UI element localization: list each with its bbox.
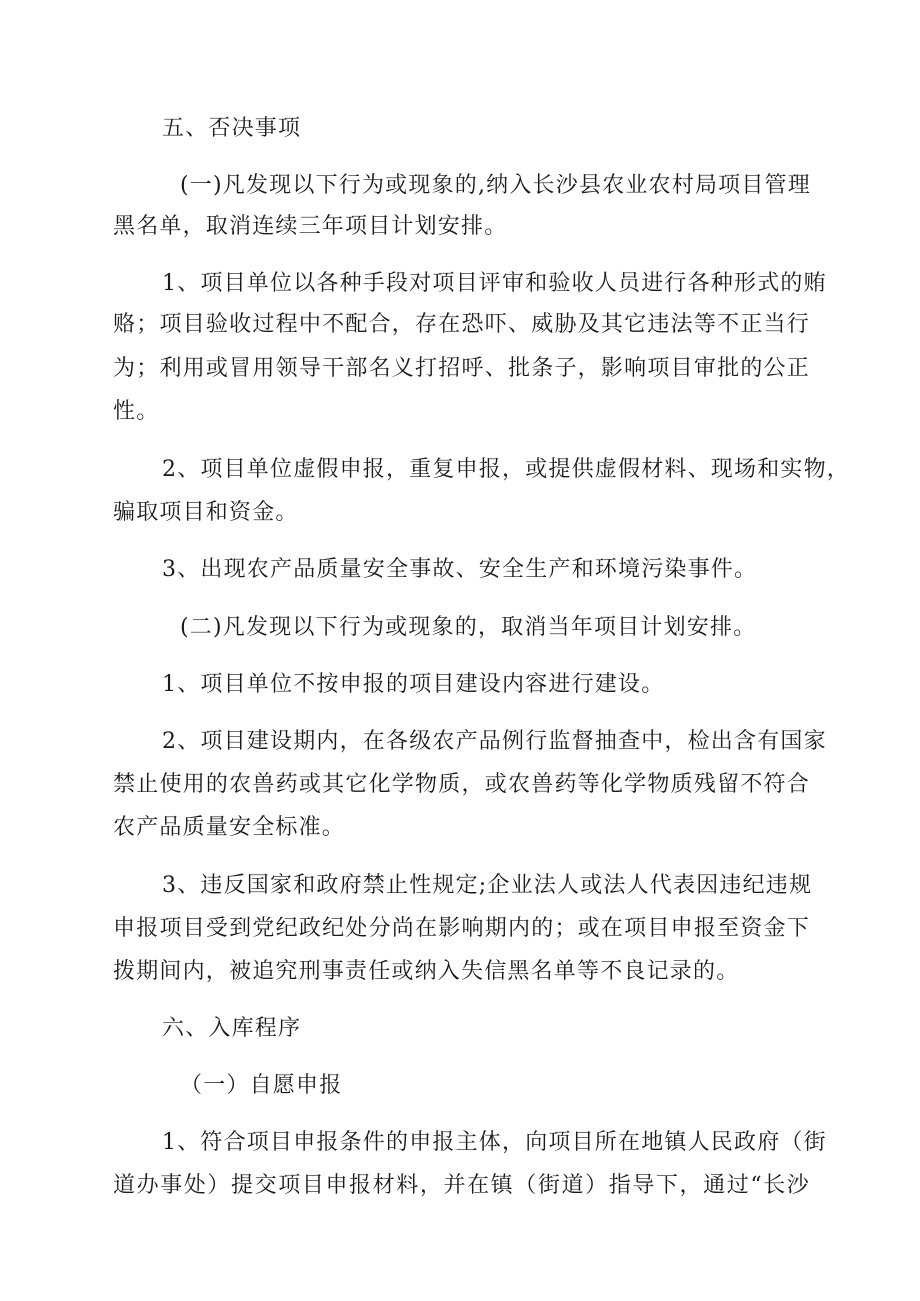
paragraph-line: 1、符合项目申报条件的申报主体，向项目所在地镇人民政府（街 xyxy=(162,1130,827,1155)
paragraph-line: 禁止使用的农兽药或其它化学物质，或农兽药等化学物质残留不符合 xyxy=(113,772,810,797)
paragraph-line: 2、项目单位虚假申报，重复申报，或提供虚假材料、现场和实物， xyxy=(162,457,850,482)
paragraph-line: 赂；项目验收过程中不配合，存在恐吓、威胁及其它违法等不正当行 xyxy=(113,312,810,337)
paragraph-line: 3、出现农产品质量安全事故、安全生产和环境污染事件。 xyxy=(162,557,758,582)
paragraph-line: 1、项目单位不按申报的项目建设内容进行建设。 xyxy=(162,672,665,697)
section-heading: 五、否决事项 xyxy=(162,116,302,141)
paragraph-line: (二)凡发现以下行为或现象的，取消当年项目计划安排。 xyxy=(180,615,757,640)
subsection-heading: （一）自愿申报 xyxy=(180,1073,343,1098)
paragraph-line: 拨期间内，被追究刑事责任或纳入失信黑名单等不良记录的。 xyxy=(113,959,740,984)
paragraph-line: 3、违反国家和政府禁止性规定;企业法人或法人代表因违纪违规 xyxy=(162,873,813,898)
paragraph-line: 黑名单，取消连续三年项目计划安排。 xyxy=(113,214,508,239)
section-heading: 六、入库程序 xyxy=(162,1016,302,1041)
paragraph-line: 申报项目受到党纪政纪处分尚在影响期内的；或在项目申报至资金下 xyxy=(113,916,810,941)
paragraph-line: 农产品质量安全标准。 xyxy=(113,815,346,840)
paragraph-line: 性。 xyxy=(113,399,160,424)
paragraph-line: 为；利用或冒用领导干部名义打招呼、批条子，影响项目审批的公正 xyxy=(113,356,810,381)
paragraph-line: 骗取项目和资金。 xyxy=(113,500,299,525)
paragraph-line: 2、项目建设期内，在各级农产品例行监督抽查中，检出含有国家 xyxy=(162,729,827,754)
paragraph-line: (一)凡发现以下行为或现象的,纳入长沙县农业农村局项目管理 xyxy=(180,173,811,198)
paragraph-line: 1、项目单位以各种手段对项目评审和验收人员进行各种形式的贿 xyxy=(162,271,827,296)
paragraph-line: 道办事处）提交项目申报材料，并在镇（街道）指导下，通过“长沙 xyxy=(113,1173,810,1198)
